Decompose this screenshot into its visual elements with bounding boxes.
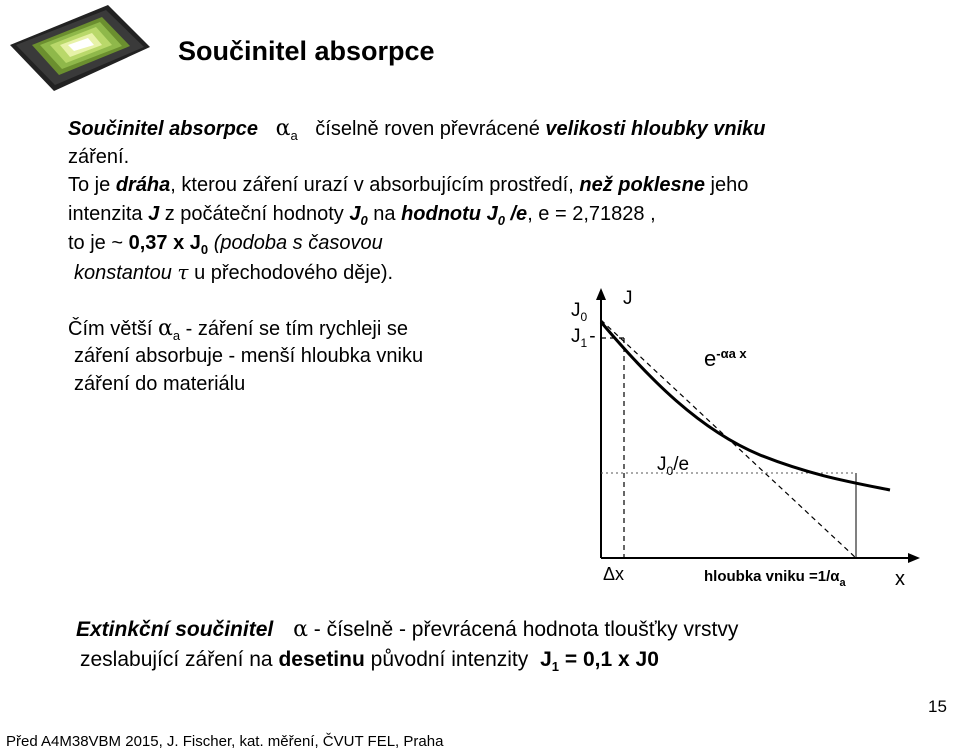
j-axis-label: J — [623, 288, 633, 309]
left-text-line-3: záření do materiálu — [74, 373, 246, 395]
page-number: 15 — [928, 697, 947, 716]
extinction-line-2: zeslabující záření na desetinu původní intenzity $J_1 = 0,1$ x J0 — [80, 648, 659, 674]
paragraph-line-2: intenzita J z počáteční hodnoty $J_0$ na hodnotu $J_0$ /e, e = 2,71828 , — [68, 203, 656, 228]
x-axis-label: x — [895, 568, 905, 590]
alpha-subscript: a — [290, 128, 298, 143]
alpha-symbol: α — [275, 116, 291, 141]
definition-line-2: záření. — [68, 146, 130, 168]
definition-emphasis: velikosti hloubky vniku — [545, 118, 766, 140]
definition-line — [68, 116, 765, 141]
extinction-line-1: Extinkční součinitel α - číselně - převrácená hodnota tloušťky vrstvy — [76, 617, 739, 642]
definition-text: číselně roven převrácené — [315, 118, 540, 140]
left-text-line-1: Čím větší $\alpha_a$ - záření se tím rychleji se — [68, 316, 408, 343]
term-absorption-coefficient: Součinitel absorpce — [68, 118, 259, 140]
left-text-line-2: záření absorbuje - menší hloubka vniku — [74, 345, 424, 367]
j1-label: $J_1$ - — [571, 326, 596, 350]
paragraph-line-3: to je ~ 0,37 x $J_0$ (podoba s časovou — [68, 232, 383, 257]
page-title: Součinitel absorpce — [178, 36, 435, 66]
delta-x-label: Δx — [603, 564, 625, 584]
j0-over-e-label: $J_0/e$ — [657, 454, 690, 478]
paragraph-line-4: konstantou τ u přechodového děje). — [74, 260, 394, 284]
y-axis-arrow — [596, 288, 606, 300]
absorption-graph — [560, 280, 960, 600]
x-axis-arrow — [908, 553, 920, 563]
sensor-chip-logo — [4, 3, 154, 93]
paragraph-line-1: To je dráha, kterou záření urazí v absorbujícím prostředí, než poklesne jeho — [68, 174, 749, 196]
exponential-label: $e^{-\alpha a x}$ — [704, 346, 747, 371]
footer: Před A4M38VBM 2015, J. Fischer, kat. měření, ČVUT FEL, Praha — [6, 733, 444, 750]
penetration-depth-label: hloubka vniku $=1/\alpha_a$ — [704, 568, 846, 589]
j0-label: $J_0$ — [571, 300, 588, 324]
